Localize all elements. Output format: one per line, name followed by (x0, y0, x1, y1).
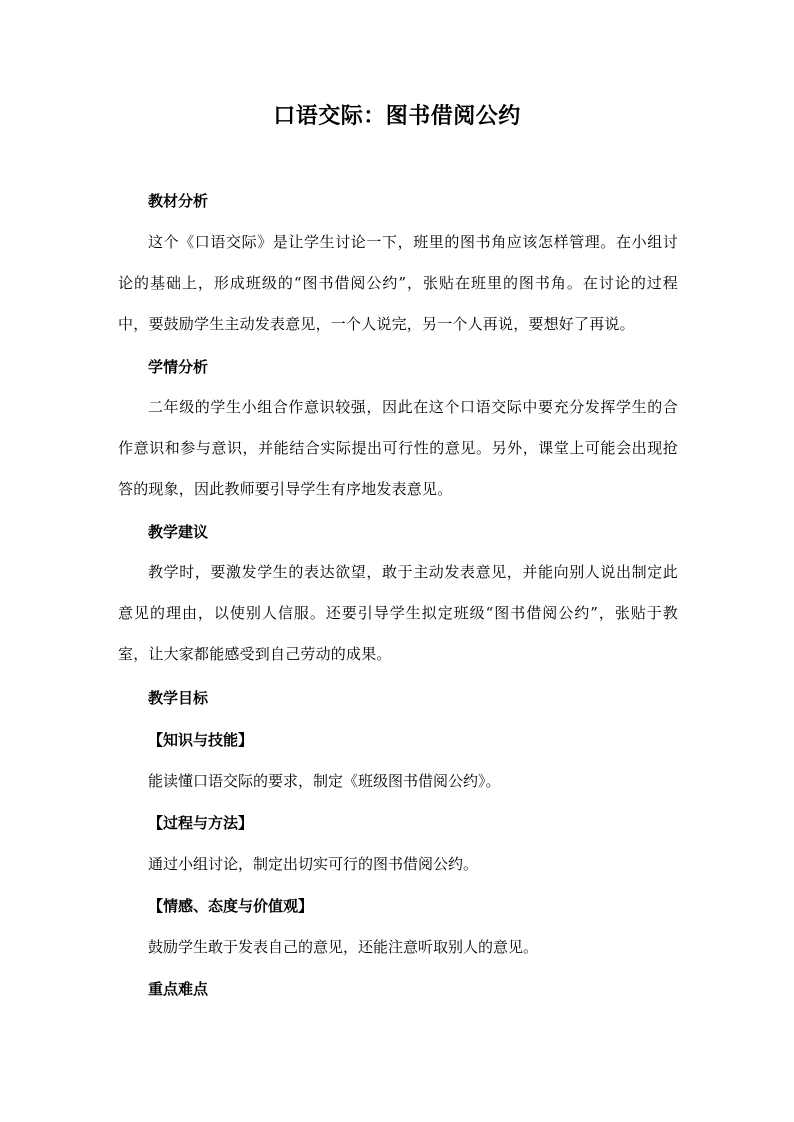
goal-heading-process: 【过程与方法】 (148, 814, 254, 832)
section-text-suggestion: 教学时，要激发学生的表达欲望，敢于主动发表意见，并能向别人说出制定此意见的理由，以使别人信服。还要引导学生拟定班级“图书借阅公约”，张贴于教室，让大家都能感受到自己劳动的成果。 (118, 563, 678, 663)
page-title: 口语交际：图书借阅公约 (273, 104, 521, 129)
goal-text-knowledge: 能读懂口语交际的要求，制定《班级图书借阅公约》。 (148, 772, 501, 790)
goal-heading-emotion: 【情感、态度与价值观】 (148, 897, 314, 915)
section-heading-students: 学情分析 (148, 358, 209, 376)
goal-text-process: 通过小组讨论，制定出切实可行的图书借阅公约。 (148, 855, 479, 873)
section-text-analysis: 这个《口语交际》是让学生讨论一下，班里的图书角应该怎样管理。在小组讨论的基础上，形成班级的“图书借阅公约”，张贴在班里的图书角。在讨论的过程中，要鼓励学生主动发表意见，一个人说完，另一个人再说，要想好了再说。 (118, 233, 678, 333)
section-heading-key-points: 重点难点 (148, 980, 209, 998)
goal-heading-knowledge: 【知识与技能】 (148, 731, 254, 749)
goal-text-emotion: 鼓励学生敢于发表自己的意见，还能注意听取别人的意见。 (148, 938, 539, 956)
section-heading-goals: 教学目标 (148, 689, 209, 707)
section-heading-analysis: 教材分析 (148, 192, 209, 210)
section-text-students: 二年级的学生小组合作意识较强，因此在这个口语交际中要充分发挥学生的合作意识和参与意识，并能结合实际提出可行性的意见。另外，课堂上可能会出现抢答的现象，因此教师要引导学生有序地发表意见。 (118, 398, 678, 498)
section-heading-suggestion: 教学建议 (148, 523, 209, 541)
